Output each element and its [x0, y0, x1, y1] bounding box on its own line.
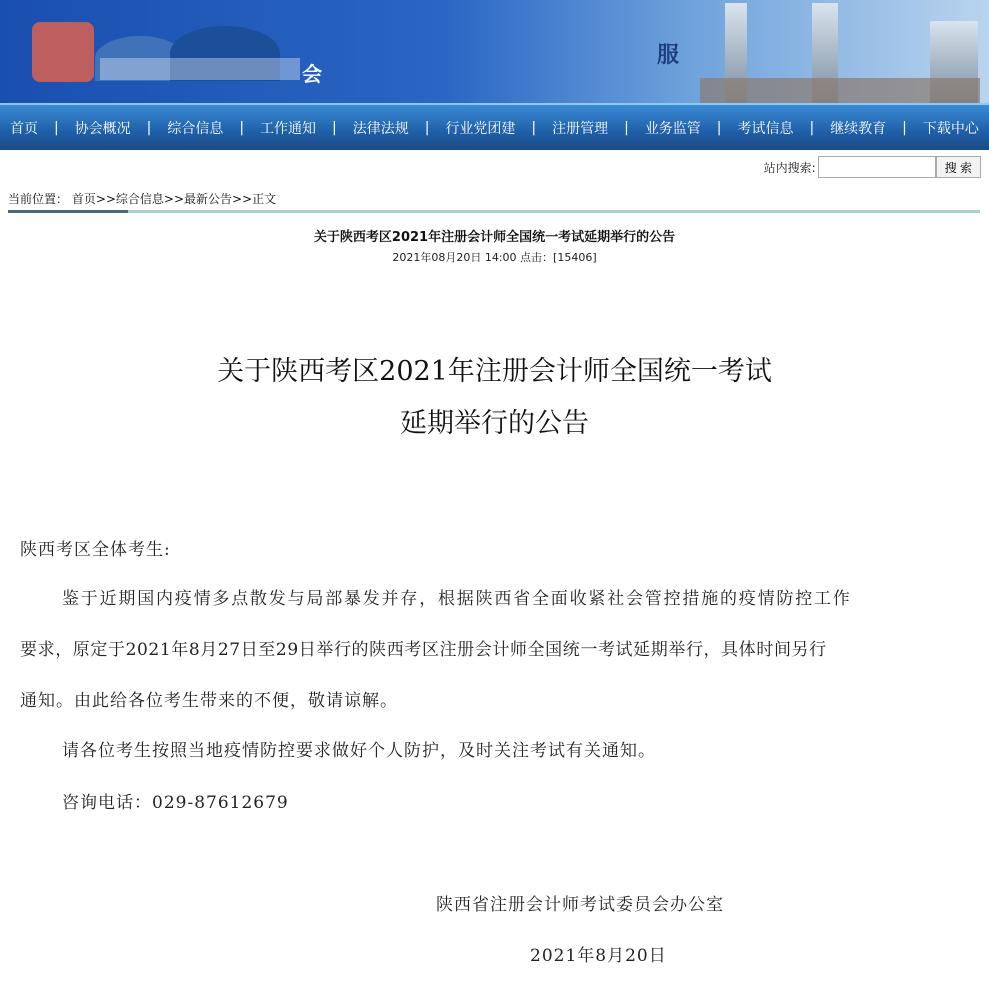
search-input[interactable] — [818, 156, 936, 178]
nav-item[interactable]: 协会概况 — [74, 120, 131, 137]
nav-item[interactable]: 下载中心 — [922, 120, 979, 137]
nav-item[interactable]: 业务监管 — [644, 120, 701, 137]
breadcrumb: 当前位置： 首页>>综合信息>>最新公告>>正文 — [8, 192, 277, 206]
salutation: 陕西考区全体考生: — [20, 540, 171, 560]
site-name-blurred — [100, 58, 300, 80]
site-search — [764, 156, 981, 178]
heading-line-2: 延期举行的公告 — [400, 408, 589, 439]
signature: 陕西省注册会计师考试委员会办公室 — [436, 895, 724, 915]
search-button[interactable]: 搜 索 — [936, 156, 981, 178]
paragraph-line: 鉴于近期国内疫情多点散发与局部暴发并存，根据陕西省全面收紧社会管控措施的疫情防控工作 — [62, 589, 852, 609]
nav-item[interactable]: 首页 — [10, 120, 38, 137]
main-nav — [0, 103, 989, 150]
nav-separator: | — [809, 119, 815, 136]
nav-separator: | — [332, 119, 337, 136]
nav-separator: | — [902, 119, 907, 136]
logo-icon — [32, 22, 94, 82]
city-decoration — [700, 78, 980, 103]
nav-separator: | — [624, 119, 629, 136]
slogan: 服 — [657, 43, 680, 68]
nav-item[interactable]: 继续教育 — [830, 120, 887, 137]
nav-separator: | — [716, 119, 722, 136]
contact-phone: 咨询电话：029-87612679 — [62, 793, 289, 813]
signature-date: 2021年8月20日 — [530, 946, 667, 966]
site-banner — [0, 0, 989, 103]
nav-item[interactable]: 综合信息 — [167, 120, 224, 137]
nav-item[interactable]: 法律法规 — [352, 120, 409, 137]
paragraph-2: 请各位考生按照当地疫情防控要求做好个人防护，及时关注考试有关通知。 — [62, 741, 656, 761]
nav-item[interactable]: 工作通知 — [260, 120, 317, 137]
article-meta: 2021年08月20日 14:00 点击：[15406] — [392, 251, 597, 264]
nav-separator: | — [531, 119, 537, 136]
nav-item[interactable]: 注册管理 — [552, 120, 609, 137]
heading-line-1: 关于陕西考区2021年注册会计师全国统一考试 — [217, 356, 772, 387]
divider — [8, 210, 980, 213]
search-label: 站内搜索: — [763, 160, 816, 175]
nav-separator: | — [239, 119, 245, 136]
nav-separator: | — [424, 119, 430, 136]
nav-separator: | — [146, 119, 152, 136]
nav-item[interactable]: 考试信息 — [737, 120, 794, 137]
paragraph-line: 通知。由此给各位考生带来的不便，敬请谅解。 — [20, 691, 398, 711]
site-name: 会 — [302, 62, 322, 86]
nav-separator: | — [53, 119, 59, 136]
article-title: 关于陕西考区2021年注册会计师全国统一考试延期举行的公告 — [313, 230, 676, 245]
paragraph-line: 要求，原定于2021年8月27日至29日举行的陕西考区注册会计师全国统一考试延期举行，具体时间另行 — [20, 640, 827, 660]
nav-item[interactable]: 行业党团建 — [445, 120, 516, 137]
